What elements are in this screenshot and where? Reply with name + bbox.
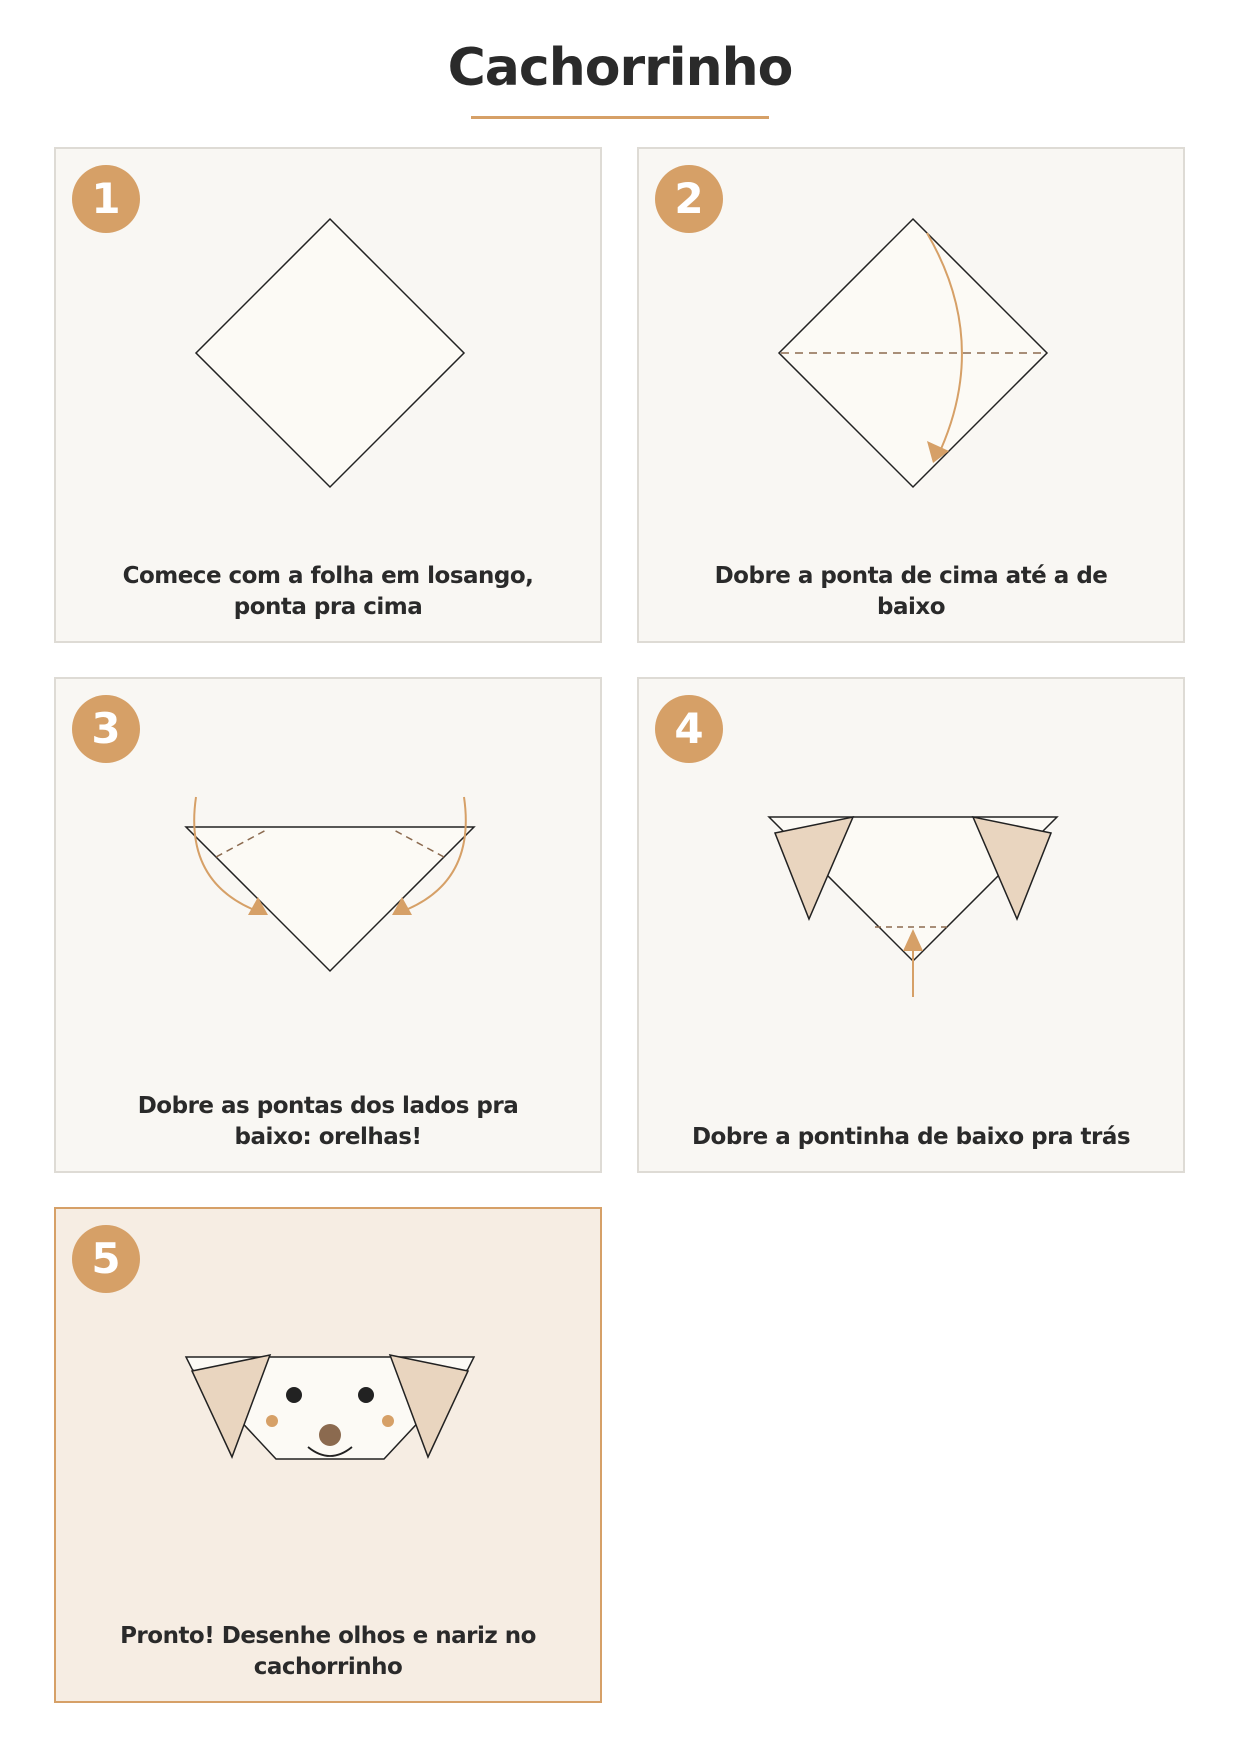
cheek-right — [382, 1415, 394, 1427]
step-number-badge: 4 — [655, 695, 723, 763]
step-number-badge: 1 — [72, 165, 140, 233]
step-card-5 — [54, 1207, 602, 1703]
step-caption: Comece com a folha em losango, ponta pra cima — [122, 563, 534, 620]
eye-left — [286, 1387, 302, 1403]
step-number-badge: 5 — [72, 1225, 140, 1293]
title-underline — [471, 116, 769, 119]
step-card-4 — [637, 677, 1185, 1173]
paper-diamond — [196, 219, 464, 487]
step-caption: Dobre a pontinha de baixo pra trás — [691, 1124, 1131, 1150]
eye-right — [358, 1387, 374, 1403]
cheek-left — [266, 1415, 278, 1427]
step-caption: Dobre as pontas dos lados pra baixo: orelhas! — [137, 1093, 519, 1150]
nose — [319, 1424, 341, 1446]
paper-triangle — [186, 827, 474, 971]
step-number-badge: 2 — [655, 165, 723, 233]
step-caption: Pronto! Desenhe olhos e nariz no cachorrinho — [120, 1623, 536, 1680]
step-card-1 — [54, 147, 602, 643]
step-caption: Dobre a ponta de cima até a de baixo — [714, 563, 1108, 620]
step-card-2 — [637, 147, 1185, 643]
step-illustration-fold-tip — [639, 679, 1187, 1175]
page-title: Cachorrinho — [447, 38, 793, 98]
step-number-badge: 3 — [72, 695, 140, 763]
step-card-3 — [54, 677, 602, 1173]
